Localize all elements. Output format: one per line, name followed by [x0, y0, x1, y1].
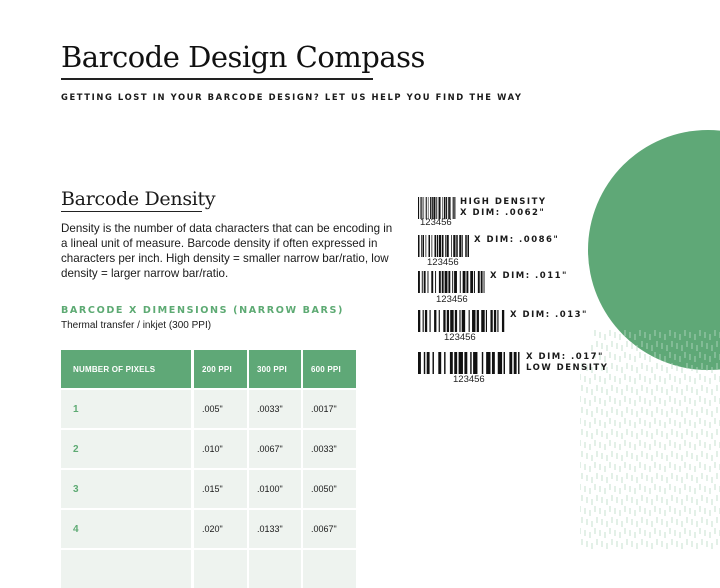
density-paragraph: Density is the number of data characters that can be encoding in a lineal unit of measure. Barcode density if often expressed in characters per inch. High density = smaller narrow bar/ratio, low density = larger narrow bar/ratio. — [61, 222, 393, 280]
barcode-number: 123456 — [436, 294, 468, 305]
barcode-bar — [451, 235, 452, 257]
barcode-bar — [450, 310, 453, 332]
barcode-number: 123456 — [453, 374, 485, 385]
barcode-bar — [459, 310, 460, 332]
table-cell — [194, 550, 247, 588]
barcode-bar — [432, 197, 433, 219]
barcode-bar — [460, 271, 461, 293]
barcode-bar — [453, 197, 454, 219]
xdim-subheading: Thermal transfer / inkjet (300 PPI) — [61, 320, 212, 331]
barcode-bar — [439, 310, 440, 332]
barcode-bar — [428, 197, 429, 219]
barcode-bar — [502, 310, 504, 332]
barcode-bar — [494, 310, 496, 332]
header-cell: 300 PPI — [249, 350, 301, 388]
barcode-label — [526, 352, 608, 374]
barcode-bar — [462, 235, 463, 257]
barcode-bar — [459, 235, 461, 257]
barcode-bar — [425, 310, 427, 332]
table-cell: .0033" — [303, 430, 356, 468]
barcode-bar — [424, 271, 426, 293]
barcode-bar — [433, 352, 434, 374]
barcode-bar — [442, 235, 444, 257]
table-cell: .0133" — [249, 510, 301, 548]
table-cell: 4 — [61, 510, 191, 548]
barcode-bar — [442, 271, 444, 293]
table-cell: .0067" — [249, 430, 301, 468]
table-cell — [303, 550, 356, 588]
header-cell: NUMBER OF PIXELS — [61, 350, 191, 388]
barcode-bar — [426, 235, 427, 257]
barcode-bar — [473, 352, 477, 374]
barcode-bar — [443, 310, 445, 332]
barcode-bar — [455, 310, 457, 332]
page-subtitle: GETTING LOST IN YOUR BARCODE DESIGN? LET US HELP YOU FIND THE WAY — [61, 92, 523, 102]
barcode-bar — [445, 235, 446, 257]
barcode-label: X DIM: .013" — [510, 310, 588, 320]
barcode-bar — [439, 235, 441, 257]
barcode-bar — [456, 235, 458, 257]
barcode-bar — [509, 352, 512, 374]
barcode-bar — [481, 271, 483, 293]
barcode-bar — [447, 310, 449, 332]
barcode-bar — [468, 235, 470, 257]
barcode-bar — [484, 271, 485, 293]
barcode-bar — [486, 310, 487, 332]
barcode-label: X DIM: .0086" — [474, 235, 560, 245]
barcode-bar — [472, 310, 475, 332]
barcode-bar — [450, 197, 451, 219]
barcode-bar — [422, 271, 423, 293]
barcode-bar — [448, 197, 450, 219]
barcode-bar — [470, 271, 473, 293]
barcode-bar — [466, 271, 468, 293]
barcode-bar — [504, 352, 505, 374]
barcode-bars — [418, 235, 470, 257]
barcode-bar — [448, 271, 450, 293]
barcode-bars — [418, 271, 486, 293]
table-cell: 3 — [61, 470, 191, 508]
barcode-number: 123456 — [444, 332, 476, 343]
barcode-bar — [433, 197, 435, 219]
table-cell: .0017" — [303, 390, 356, 428]
barcode-bar — [445, 271, 448, 293]
barcode-bar — [462, 310, 465, 332]
barcode-bar — [446, 197, 447, 219]
barcode-bar — [465, 235, 467, 257]
barcode-bar — [514, 352, 517, 374]
barcode-bar — [469, 310, 470, 332]
barcode-bar — [423, 310, 424, 332]
table-cell: 2 — [61, 430, 191, 468]
barcode-bar — [450, 352, 453, 374]
barcode-bar — [453, 235, 455, 257]
barcode-bar — [420, 197, 421, 219]
barcode-number: 123456 — [427, 257, 459, 268]
barcode-label — [460, 197, 547, 219]
barcode-bar — [432, 235, 433, 257]
barcode-label-line: HIGH DENSITY — [460, 197, 547, 207]
table-cell: .015" — [194, 470, 247, 508]
barcode-bar — [492, 352, 495, 374]
barcode-bar — [518, 352, 519, 374]
barcode-bar — [418, 271, 420, 293]
barcode-bar — [490, 310, 492, 332]
barcode-bar — [435, 271, 436, 293]
barcode-bar — [444, 197, 446, 219]
table-cell: .0067" — [303, 510, 356, 548]
barcode-label-line: X DIM: .0062" — [460, 208, 546, 218]
table-cell — [249, 550, 301, 588]
barcode-bar — [430, 310, 431, 332]
barcode-bar — [444, 352, 445, 374]
barcode-bar — [427, 352, 430, 374]
header-cell: 200 PPI — [194, 350, 247, 388]
table-cell — [61, 550, 191, 588]
barcode-bar — [439, 271, 441, 293]
barcode-bar — [464, 352, 467, 374]
barcode-number: 123456 — [420, 217, 452, 228]
barcode-bar — [418, 310, 420, 332]
table-cell: .005" — [194, 390, 247, 428]
barcode-bar — [486, 352, 490, 374]
barcode-bar — [435, 235, 437, 257]
page-title: Barcode Design Compass — [61, 40, 425, 74]
barcode-bar — [424, 197, 425, 219]
table-cell: .0050" — [303, 470, 356, 508]
barcode-bar — [447, 235, 449, 257]
barcode-bar — [478, 271, 480, 293]
barcode-bar — [418, 235, 420, 257]
barcode-bar — [421, 235, 422, 257]
barcode-label: X DIM: .011" — [490, 271, 568, 281]
barcode-bar — [454, 271, 457, 293]
barcode-bar — [429, 235, 431, 257]
barcode-bar — [470, 352, 471, 374]
barcode-bar — [442, 197, 443, 219]
barcode-bar — [434, 310, 436, 332]
barcode-bar — [477, 310, 479, 332]
barcode-bar — [498, 352, 502, 374]
barcode-bar — [463, 271, 466, 293]
density-title: Barcode Density — [61, 188, 216, 210]
barcode-bar — [424, 352, 425, 374]
table-cell: 1 — [61, 390, 191, 428]
barcode-bar — [438, 352, 441, 374]
barcode-bar — [497, 310, 498, 332]
density-underline — [61, 211, 202, 212]
barcode-bar — [436, 197, 437, 219]
table-cell: .0033" — [249, 390, 301, 428]
barcode-bar — [438, 197, 439, 219]
barcode-bars — [418, 352, 522, 374]
table-cell: .010" — [194, 430, 247, 468]
table-cell: .0100" — [249, 470, 301, 508]
barcode-bars — [418, 310, 506, 332]
barcode-label-line: X DIM: .017" — [526, 352, 604, 362]
barcode-bar — [452, 271, 453, 293]
barcode-bar — [430, 197, 431, 219]
title-underline — [61, 78, 373, 80]
barcode-bar — [459, 352, 463, 374]
barcode-bars — [418, 197, 456, 219]
barcode-label-line: LOW DENSITY — [526, 363, 609, 373]
barcode-bar — [482, 352, 483, 374]
barcode-bar — [418, 197, 419, 219]
barcode-bar — [454, 352, 457, 374]
barcode-bar — [418, 352, 421, 374]
barcode-bar — [431, 271, 433, 293]
barcode-bar — [437, 235, 439, 257]
barcode-bar — [428, 271, 429, 293]
barcode-bar — [423, 235, 425, 257]
barcode-bar — [439, 197, 441, 219]
xdim-heading: BARCODE X DIMENSIONS (NARROW BARS) — [61, 305, 345, 316]
header-cell: 600 PPI — [303, 350, 356, 388]
barcode-bar — [481, 310, 484, 332]
barcode-bar — [474, 271, 475, 293]
table-cell: .020" — [194, 510, 247, 548]
barcode-bar — [426, 197, 427, 219]
barcode-bar — [454, 197, 455, 219]
barcode-bar — [421, 197, 422, 219]
